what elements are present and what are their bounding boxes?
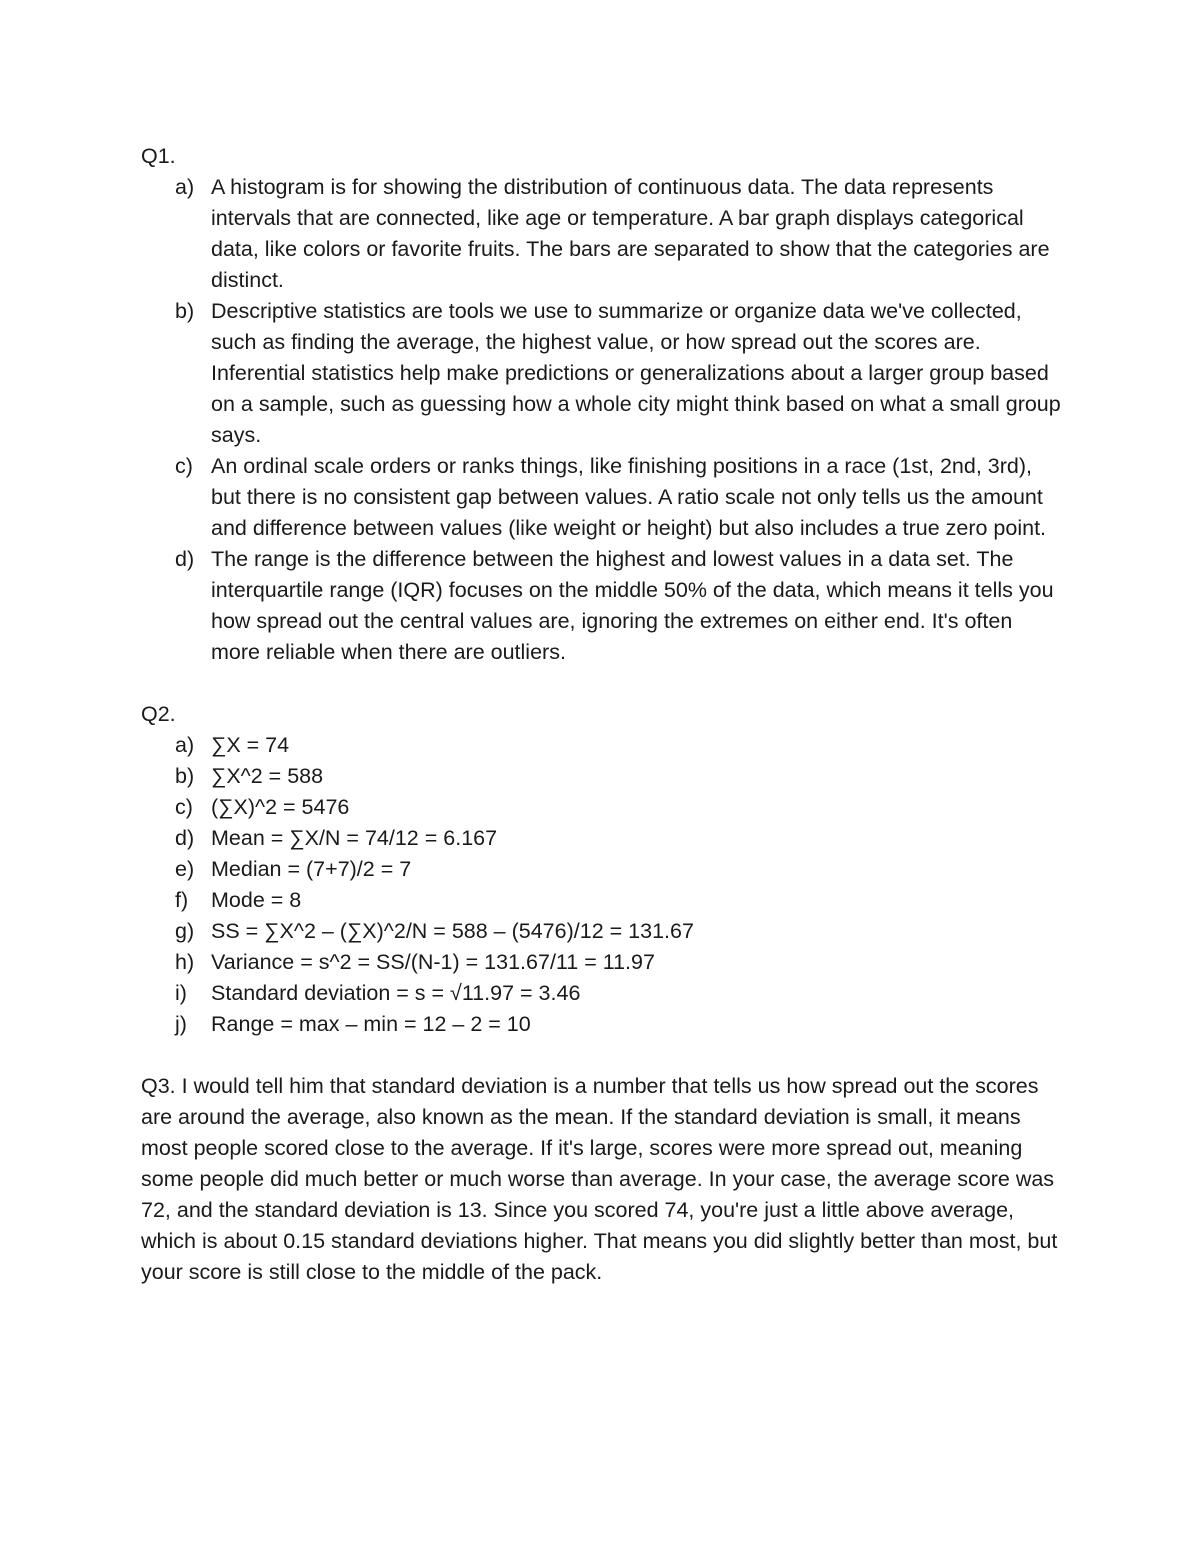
q2-answer-list (141, 730, 1061, 1040)
answer-text: ∑X^2 = 588 (211, 764, 324, 788)
section-spacer (141, 1040, 1061, 1071)
list-marker: h) (175, 950, 195, 974)
answer-text: Median = (7+7)/2 = 7 (211, 857, 412, 881)
q2-answer-d (141, 823, 1061, 854)
q2-answer-f (141, 885, 1061, 916)
answer-text: (∑X)^2 = 5476 (211, 795, 350, 819)
list-marker: e) (175, 857, 195, 881)
list-marker: b) (175, 764, 195, 788)
answer-text: ∑X = 74 (211, 733, 290, 757)
answer-text: An ordinal scale orders or ranks things, like finishing positions in a race (1st, 2nd, 3rd), but there is no consistent gap between values. A ratio scale not only tells us the amount and difference between values (like weight or height) but also includes a true zero point. (211, 454, 1047, 540)
list-marker: j) (175, 1012, 187, 1036)
list-marker: c) (175, 795, 193, 819)
q2-answer-i (141, 978, 1061, 1009)
answer-text: Mean = ∑X/N = 74/12 = 6.167 (211, 826, 498, 850)
answer-text: Variance = s^2 = SS/(N-1) = 131.67/11 = 11.97 (211, 950, 655, 974)
document-body (141, 141, 1061, 1288)
q1-heading: Q1. (141, 144, 176, 168)
list-marker: f) (175, 888, 189, 912)
q2-answer-e (141, 854, 1061, 885)
list-marker: b) (175, 299, 195, 323)
list-marker: a) (175, 175, 195, 199)
answer-text: Mode = 8 (211, 888, 302, 912)
list-marker: c) (175, 454, 193, 478)
answer-text: SS = ∑X^2 – (∑X)^2/N = 588 – (5476)/12 = 131.67 (211, 919, 694, 943)
answer-text: Descriptive statistics are tools we use to summarize or organize data we've collected, such as finding the average, the highest value, or how spread out the scores are. Inferential statistics help make predictions or generalizations about a larger group based on a sample, such as guessing how a whole city might think based on what a small group says. (211, 299, 1061, 447)
q2-answer-j (141, 1009, 1061, 1040)
answer-text: Range = max – min = 12 – 2 = 10 (211, 1012, 531, 1036)
q3-paragraph: Q3. I would tell him that standard deviation is a number that tells us how spread out the scores are around the average, also known as the mean. If the standard deviation is small, it means most people scored close to the average. If it's large, scores were more spread out, meaning some people did much better or much worse than average. In your case, the average score was 72, and the standard deviation is 13. Since you scored 74, you're just a little above average, which is about 0.15 standard deviations higher. That means you did slightly better than most, but your score is still close to the middle of the pack. (141, 1074, 1058, 1284)
q2-answer-a (141, 730, 1061, 761)
q2-answer-c (141, 792, 1061, 823)
answer-text: A histogram is for showing the distribution of continuous data. The data represents intervals that are connected, like age or temperature. A bar graph displays categorical data, like colors or favorite fruits. The bars are separated to show that the categories are distinct. (211, 175, 1050, 292)
q1-answer-c (141, 451, 1061, 544)
section-spacer (141, 668, 1061, 699)
list-marker: d) (175, 547, 195, 571)
list-marker: a) (175, 733, 195, 757)
q1-answer-b (141, 296, 1061, 451)
q2-answer-h (141, 947, 1061, 978)
list-marker: i) (175, 981, 187, 1005)
q1-answer-a (141, 172, 1061, 296)
q2-heading: Q2. (141, 702, 176, 726)
q1-answer-d (141, 544, 1061, 668)
answer-text: The range is the difference between the highest and lowest values in a data set. The interquartile range (IQR) focuses on the middle 50% of the data, which means it tells you how spread out the central values are, ignoring the extremes on either end. It's often more reliable when there are outliers. (211, 547, 1054, 664)
q1-answer-list (141, 172, 1061, 668)
list-marker: d) (175, 826, 195, 850)
q2-answer-b (141, 761, 1061, 792)
q2-answer-g (141, 916, 1061, 947)
answer-text: Standard deviation = s = √11.97 = 3.46 (211, 981, 581, 1005)
list-marker: g) (175, 919, 195, 943)
